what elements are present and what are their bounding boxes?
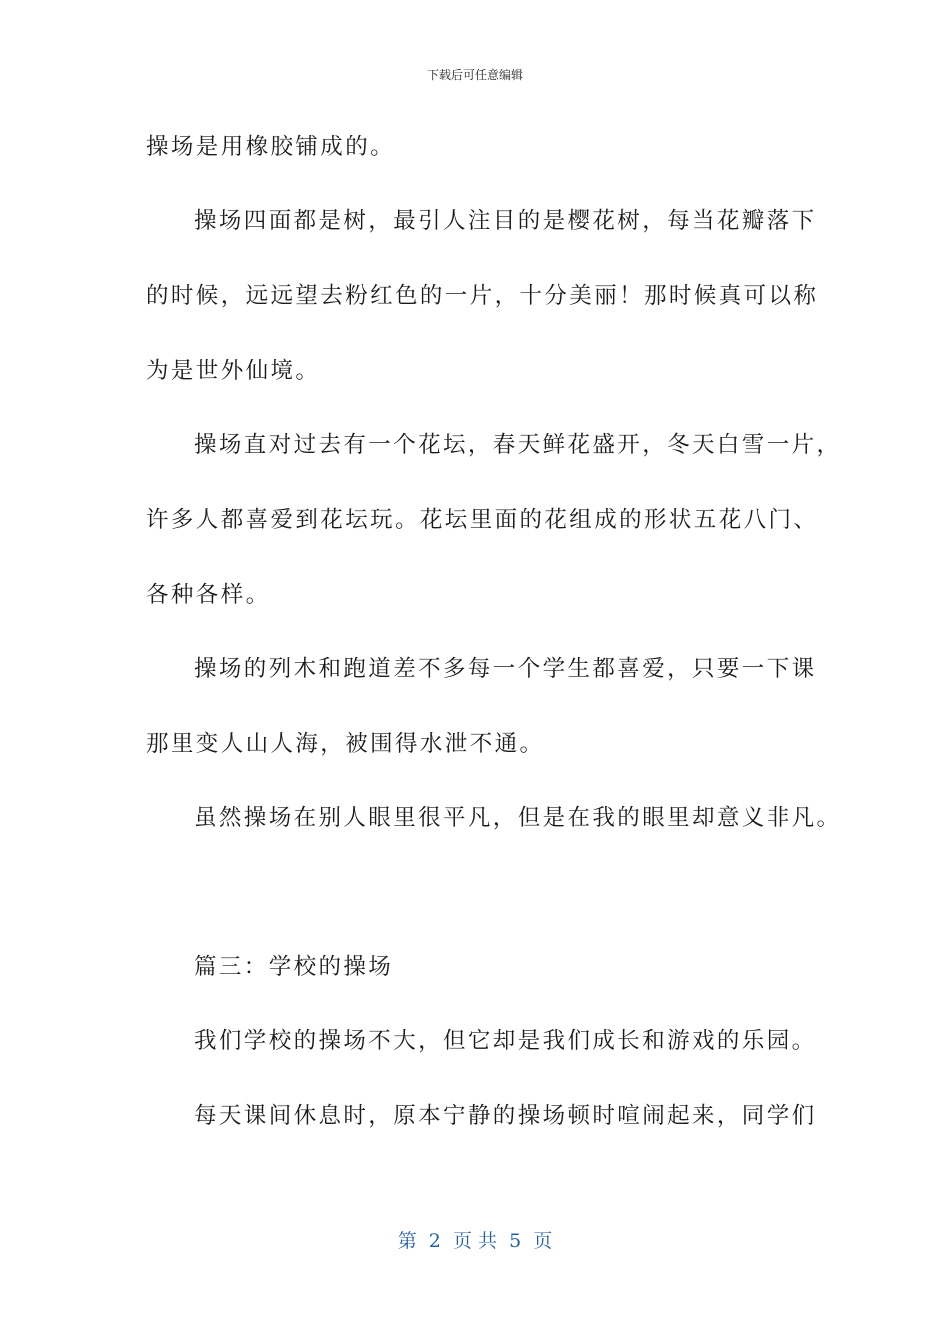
text-line: 操场的列木和跑道差不多每一个学生都喜爱，只要一下课: [194, 656, 817, 682]
page-number-footer: 第 2 页 共 5 页: [397, 1230, 553, 1252]
text-line: 我们学校的操场不大，但它却是我们成长和游戏的乐园。: [194, 1028, 817, 1054]
page-header-note: 下载后可任意编辑: [426, 68, 523, 82]
text-line: 每天课间休息时，原本宁静的操场顿时喧闹起来，同学们: [194, 1103, 817, 1129]
text-line: 虽然操场在别人眼里很平凡，但是在我的眼里却意义非凡。: [194, 805, 842, 831]
text-line: 为是世外仙境。: [146, 358, 321, 384]
section-heading: 篇三：学校的操场: [194, 954, 394, 980]
text-line: 操场直对过去有一个花坛，春天鲜花盛开，冬天白雪一片，: [194, 432, 842, 458]
text-line: 各种各样。: [146, 582, 271, 608]
text-line: 操场四面都是树，最引人注目的是樱花树，每当花瓣落下: [194, 208, 817, 234]
text-line: 的时候，远远望去粉红色的一片，十分美丽！那时候真可以称: [146, 283, 819, 309]
text-line: 那里变人山人海，被围得水泄不通。: [146, 731, 545, 757]
text-line: 许多人都喜爱到花坛玩。花坛里面的花组成的形状五花八门、: [146, 507, 819, 533]
text-line: 操场是用橡胶铺成的。: [146, 134, 396, 160]
